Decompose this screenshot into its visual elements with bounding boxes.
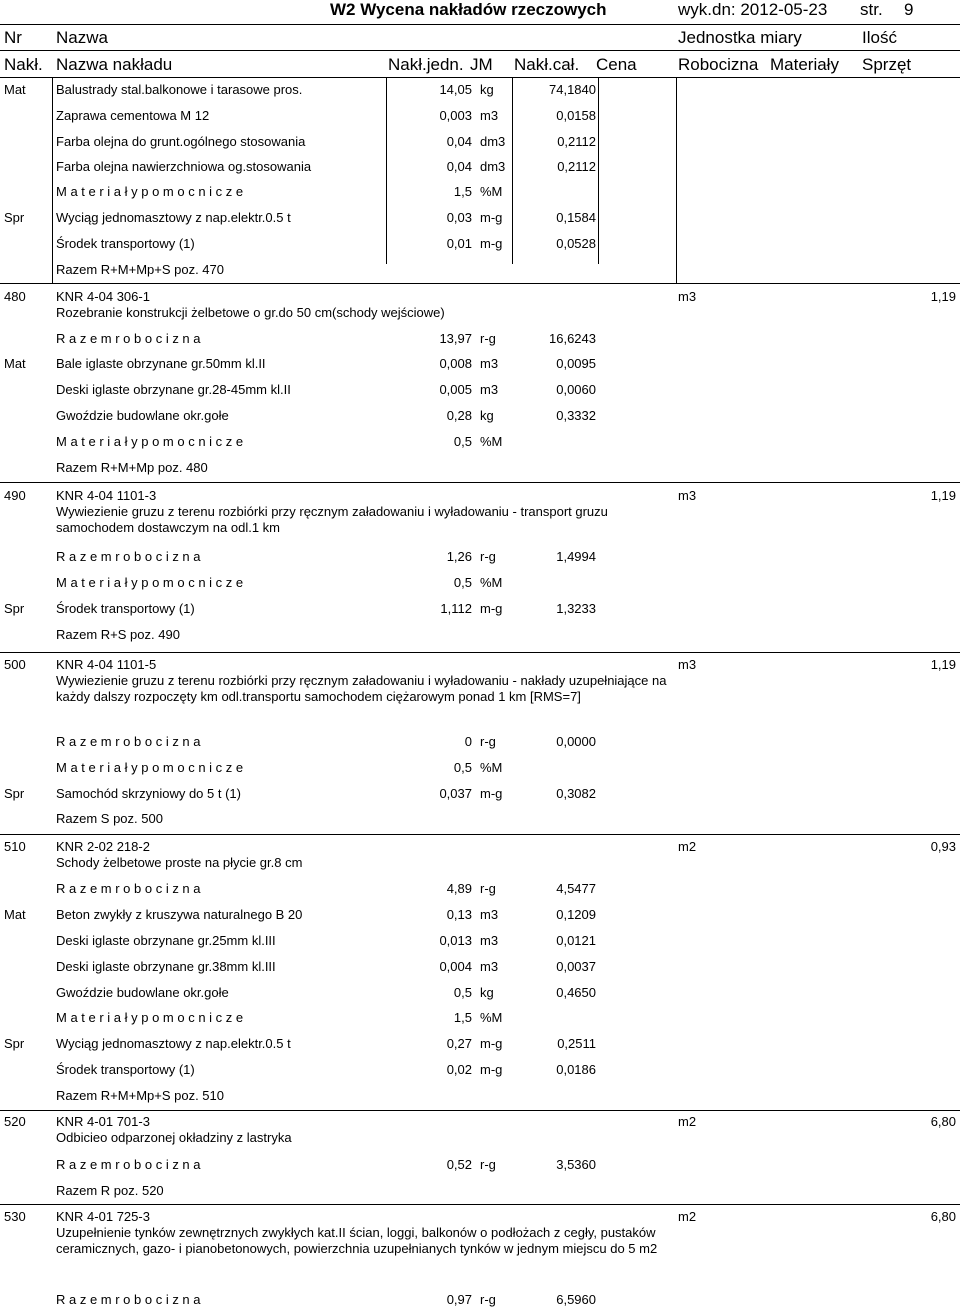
position-code: KNR 4-04 306-1	[56, 289, 150, 304]
unit-of-measure: r-g	[480, 331, 496, 346]
position-description: Wywiezienie gruzu z terenu rozbiórki przy ręcznym załadowaniu i wyładowaniu - nakłady uzupełniające na każdy dalszy rozpoczęty km odl.transportu samochodem ciężarowym ponad 1 km [RMS=7]	[56, 673, 667, 704]
column-separator	[676, 78, 677, 284]
unit-of-measure: m-g	[480, 1062, 503, 1077]
unit-of-measure: dm3	[480, 134, 506, 149]
position-unit: m3	[678, 289, 697, 304]
page-number: 9	[904, 0, 914, 19]
position-description: Schody żelbetowe proste na płycie gr.8 cm	[56, 855, 303, 870]
total-norm: 3,5360	[556, 1157, 596, 1172]
subtotal-label: Razem R poz. 520	[56, 1183, 164, 1198]
total-norm: 0,2112	[557, 134, 596, 149]
total-norm: 0,2511	[557, 1036, 596, 1051]
subtotal-label: Razem R+S poz. 490	[56, 627, 180, 642]
position-description: Wywiezienie gruzu z terenu rozbiórki przy ręcznym załadowaniu i wyładowaniu - transport gruzu samochodem dostawczym na odl.1 km	[56, 504, 608, 535]
total-norm: 6,5960	[556, 1292, 596, 1307]
unit-norm: 0,27	[446, 1036, 472, 1051]
position-code: KNR 2-02 218-2	[56, 839, 150, 854]
position-code: KNR 4-04 1101-3	[56, 488, 157, 503]
col-header-robocizna: Robocizna	[678, 55, 759, 74]
unit-norm: 0,004	[439, 959, 472, 974]
line-type: Spr	[4, 786, 25, 801]
subtotal-label: Razem R+M+Mp+S poz. 470	[56, 262, 224, 277]
position-unit: m3	[678, 657, 697, 672]
position-separator	[0, 652, 960, 653]
unit-norm: 0,005	[439, 382, 472, 397]
unit-of-measure: %M	[480, 760, 503, 775]
unit-norm: 1,26	[446, 549, 472, 564]
position-separator	[0, 1204, 960, 1205]
resource-name: Balustrady stal.balkonowe i tarasowe pros.	[56, 82, 303, 97]
total-norm: 0,0158	[556, 108, 596, 123]
summary-label: R a z e m r o b o c i z n a	[56, 331, 201, 346]
unit-norm: 0,97	[446, 1292, 472, 1307]
unit-norm: 0,5	[453, 434, 472, 449]
unit-of-measure: kg	[480, 82, 494, 97]
unit-of-measure: r-g	[480, 549, 496, 564]
position-quantity: 6,80	[930, 1114, 956, 1129]
unit-norm: 0,03	[446, 210, 472, 225]
summary-label: M a t e r i a ł y p o m o c n i c z e	[56, 184, 244, 199]
resource-name: Deski iglaste obrzynane gr.25mm kl.III	[56, 933, 276, 948]
summary-label: M a t e r i a ł y p o m o c n i c z e	[56, 434, 244, 449]
line-type: Mat	[4, 356, 26, 371]
unit-norm: 0,04	[446, 134, 472, 149]
report-title: W2 Wycena nakładów rzeczowych	[330, 0, 607, 19]
line-type: Spr	[4, 601, 25, 616]
unit-of-measure: m-g	[480, 236, 503, 251]
position-number: 520	[4, 1114, 26, 1129]
unit-norm: 0,01	[446, 236, 472, 251]
line-type: Mat	[4, 82, 26, 97]
header-rule-mid	[0, 50, 960, 51]
col-header-sprzet: Sprzęt	[862, 55, 912, 74]
col-header-cena: Cena	[596, 55, 637, 74]
position-unit: m3	[678, 488, 697, 503]
unit-norm: 0,5	[453, 760, 472, 775]
resource-name: Samochód skrzyniowy do 5 t (1)	[56, 786, 241, 801]
resource-name: Farba olejna nawierzchniowa og.stosowania	[56, 159, 312, 174]
position-number: 480	[4, 289, 26, 304]
col-header-ilosc: Ilość	[862, 28, 897, 47]
total-norm: 16,6243	[549, 331, 596, 346]
resource-name: Farba olejna do grunt.ogólnego stosowania	[56, 134, 306, 149]
line-type: Mat	[4, 907, 26, 922]
resource-name: Środek transportowy (1)	[56, 601, 195, 616]
total-norm: 0,4650	[556, 985, 596, 1000]
summary-label: M a t e r i a ł y p o m o c n i c z e	[56, 575, 244, 590]
col-header-nazwa: Nazwa	[56, 28, 108, 47]
unit-of-measure: m3	[480, 108, 499, 123]
position-separator	[0, 1110, 960, 1111]
unit-of-measure: m-g	[480, 210, 503, 225]
resource-name: Wyciąg jednomasztowy z nap.elektr.0.5 t	[56, 210, 291, 225]
position-quantity: 1,19	[930, 657, 956, 672]
position-quantity: 0,93	[930, 839, 956, 854]
unit-norm: 0,5	[453, 575, 472, 590]
unit-norm: 1,5	[453, 184, 472, 199]
column-separator	[52, 78, 53, 284]
col-header-nakl: Nakł.	[4, 55, 43, 74]
unit-of-measure: m3	[480, 356, 499, 371]
unit-norm: 0,013	[439, 933, 472, 948]
col-header-materialy: Materiały	[770, 55, 839, 74]
unit-norm: 0,5	[453, 985, 472, 1000]
unit-of-measure: %M	[480, 434, 503, 449]
unit-of-measure: kg	[480, 985, 494, 1000]
unit-norm: 13,97	[439, 331, 472, 346]
unit-norm: 0,037	[439, 786, 472, 801]
header-rule-top	[0, 24, 960, 25]
unit-of-measure: r-g	[480, 734, 496, 749]
col-header-nakl-jedn: Nakł.jedn.	[388, 55, 464, 74]
total-norm: 74,1840	[549, 82, 596, 97]
resource-name: Środek transportowy (1)	[56, 1062, 195, 1077]
unit-norm: 0,13	[446, 907, 472, 922]
summary-label: R a z e m r o b o c i z n a	[56, 549, 201, 564]
col-header-nr: Nr	[4, 28, 22, 47]
position-quantity: 1,19	[930, 289, 956, 304]
position-number: 530	[4, 1209, 26, 1224]
position-number: 490	[4, 488, 26, 503]
unit-of-measure: r-g	[480, 1157, 496, 1172]
resource-name: Gwoździe budowlane okr.gołe	[56, 985, 229, 1000]
report-date: wyk.dn: 2012-05-23	[678, 0, 828, 19]
page-label: str.	[860, 0, 883, 19]
resource-name: Deski iglaste obrzynane gr.38mm kl.III	[56, 959, 276, 974]
summary-label: R a z e m r o b o c i z n a	[56, 881, 201, 896]
position-description: Rozebranie konstrukcji żelbetowe o gr.do 50 cm(schody wejściowe)	[56, 305, 445, 320]
resource-name: Bale iglaste obrzynane gr.50mm kl.II	[56, 356, 266, 371]
total-norm: 0,2112	[557, 159, 596, 174]
total-norm: 0,0000	[556, 734, 596, 749]
unit-norm: 0,04	[446, 159, 472, 174]
header-rule-bottom	[0, 77, 960, 78]
total-norm: 0,0060	[556, 382, 596, 397]
unit-of-measure: r-g	[480, 881, 496, 896]
summary-label: R a z e m r o b o c i z n a	[56, 734, 201, 749]
total-norm: 0,0121	[556, 933, 596, 948]
unit-of-measure: r-g	[480, 1292, 496, 1307]
unit-of-measure: m-g	[480, 601, 503, 616]
total-norm: 0,3082	[556, 786, 596, 801]
position-unit: m2	[678, 839, 697, 854]
unit-of-measure: m3	[480, 933, 499, 948]
total-norm: 0,0095	[556, 356, 596, 371]
unit-of-measure: m3	[480, 907, 499, 922]
subtotal-label: Razem R+M+Mp+S poz. 510	[56, 1088, 224, 1103]
resource-name: Środek transportowy (1)	[56, 236, 195, 251]
col-header-nazwa-nakladu: Nazwa nakładu	[56, 55, 173, 74]
total-norm: 0,3332	[556, 408, 596, 423]
subtotal-label: Razem R+M+Mp poz. 480	[56, 460, 208, 475]
unit-of-measure: m-g	[480, 786, 503, 801]
unit-norm: 0,02	[446, 1062, 472, 1077]
unit-norm: 1,112	[440, 601, 472, 616]
resource-name: Gwoździe budowlane okr.gołe	[56, 408, 229, 423]
summary-label: M a t e r i a ł y p o m o c n i c z e	[56, 760, 244, 775]
line-type: Spr	[4, 210, 25, 225]
position-quantity: 6,80	[930, 1209, 956, 1224]
line-type: Spr	[4, 1036, 25, 1051]
position-number: 510	[4, 839, 26, 854]
unit-of-measure: m3	[480, 959, 499, 974]
position-unit: m2	[678, 1209, 697, 1224]
position-separator	[0, 283, 960, 284]
total-norm: 1,4994	[556, 549, 596, 564]
unit-of-measure: m-g	[480, 1036, 503, 1051]
unit-norm: 0,28	[446, 408, 472, 423]
total-norm: 4,5477	[556, 881, 596, 896]
position-separator	[0, 482, 960, 483]
position-unit: m2	[678, 1114, 697, 1129]
position-quantity: 1,19	[930, 488, 956, 503]
unit-norm: 0,008	[439, 356, 472, 371]
unit-norm: 4,89	[446, 881, 472, 896]
position-code: KNR 4-01 701-3	[56, 1114, 150, 1129]
unit-norm: 0,003	[439, 108, 472, 123]
total-norm: 1,3233	[556, 601, 596, 616]
column-separator	[598, 78, 599, 264]
subtotal-label: Razem S poz. 500	[56, 811, 163, 826]
resource-name: Wyciąg jednomasztowy z nap.elektr.0.5 t	[56, 1036, 291, 1051]
unit-of-measure: dm3	[480, 159, 506, 174]
position-code: KNR 4-04 1101-5	[56, 657, 157, 672]
unit-of-measure: kg	[480, 408, 494, 423]
total-norm: 0,0528	[556, 236, 596, 251]
col-header-jednostka: Jednostka miary	[678, 28, 802, 47]
summary-label: R a z e m r o b o c i z n a	[56, 1292, 201, 1307]
position-code: KNR 4-01 725-3	[56, 1209, 150, 1224]
total-norm: 0,1584	[556, 210, 596, 225]
unit-of-measure: %M	[480, 1010, 503, 1025]
unit-norm: 14,05	[439, 82, 472, 97]
summary-label: M a t e r i a ł y p o m o c n i c z e	[56, 1010, 244, 1025]
resource-name: Deski iglaste obrzynane gr.28-45mm kl.II	[56, 382, 291, 397]
total-norm: 0,1209	[556, 907, 596, 922]
unit-of-measure: %M	[480, 184, 503, 199]
resource-name: Zaprawa cementowa M 12	[56, 108, 210, 123]
summary-label: R a z e m r o b o c i z n a	[56, 1157, 201, 1172]
col-header-jm: JM	[470, 55, 493, 74]
resource-name: Beton zwykły z kruszywa naturalnego B 20	[56, 907, 303, 922]
col-header-nakl-cal: Nakł.cał.	[514, 55, 580, 74]
position-number: 500	[4, 657, 26, 672]
total-norm: 0,0186	[556, 1062, 596, 1077]
unit-of-measure: %M	[480, 575, 503, 590]
position-description: Odbicieo odparzonej okładziny z lastryka	[56, 1130, 292, 1145]
unit-norm: 0	[464, 734, 472, 749]
position-separator	[0, 834, 960, 835]
total-norm: 0,0037	[556, 959, 596, 974]
unit-norm: 0,52	[446, 1157, 472, 1172]
position-description: Uzupełnienie tynków zewnętrznych zwykłych kat.II ścian, loggi, balkonów o podłożach z cegły, pustaków ceramicznych, gazo- i pianobetonowych, powierzchnia uzupełnianych tynków w jednym miejscu do 5 m2	[56, 1225, 658, 1256]
unit-of-measure: m3	[480, 382, 499, 397]
unit-norm: 1,5	[453, 1010, 472, 1025]
